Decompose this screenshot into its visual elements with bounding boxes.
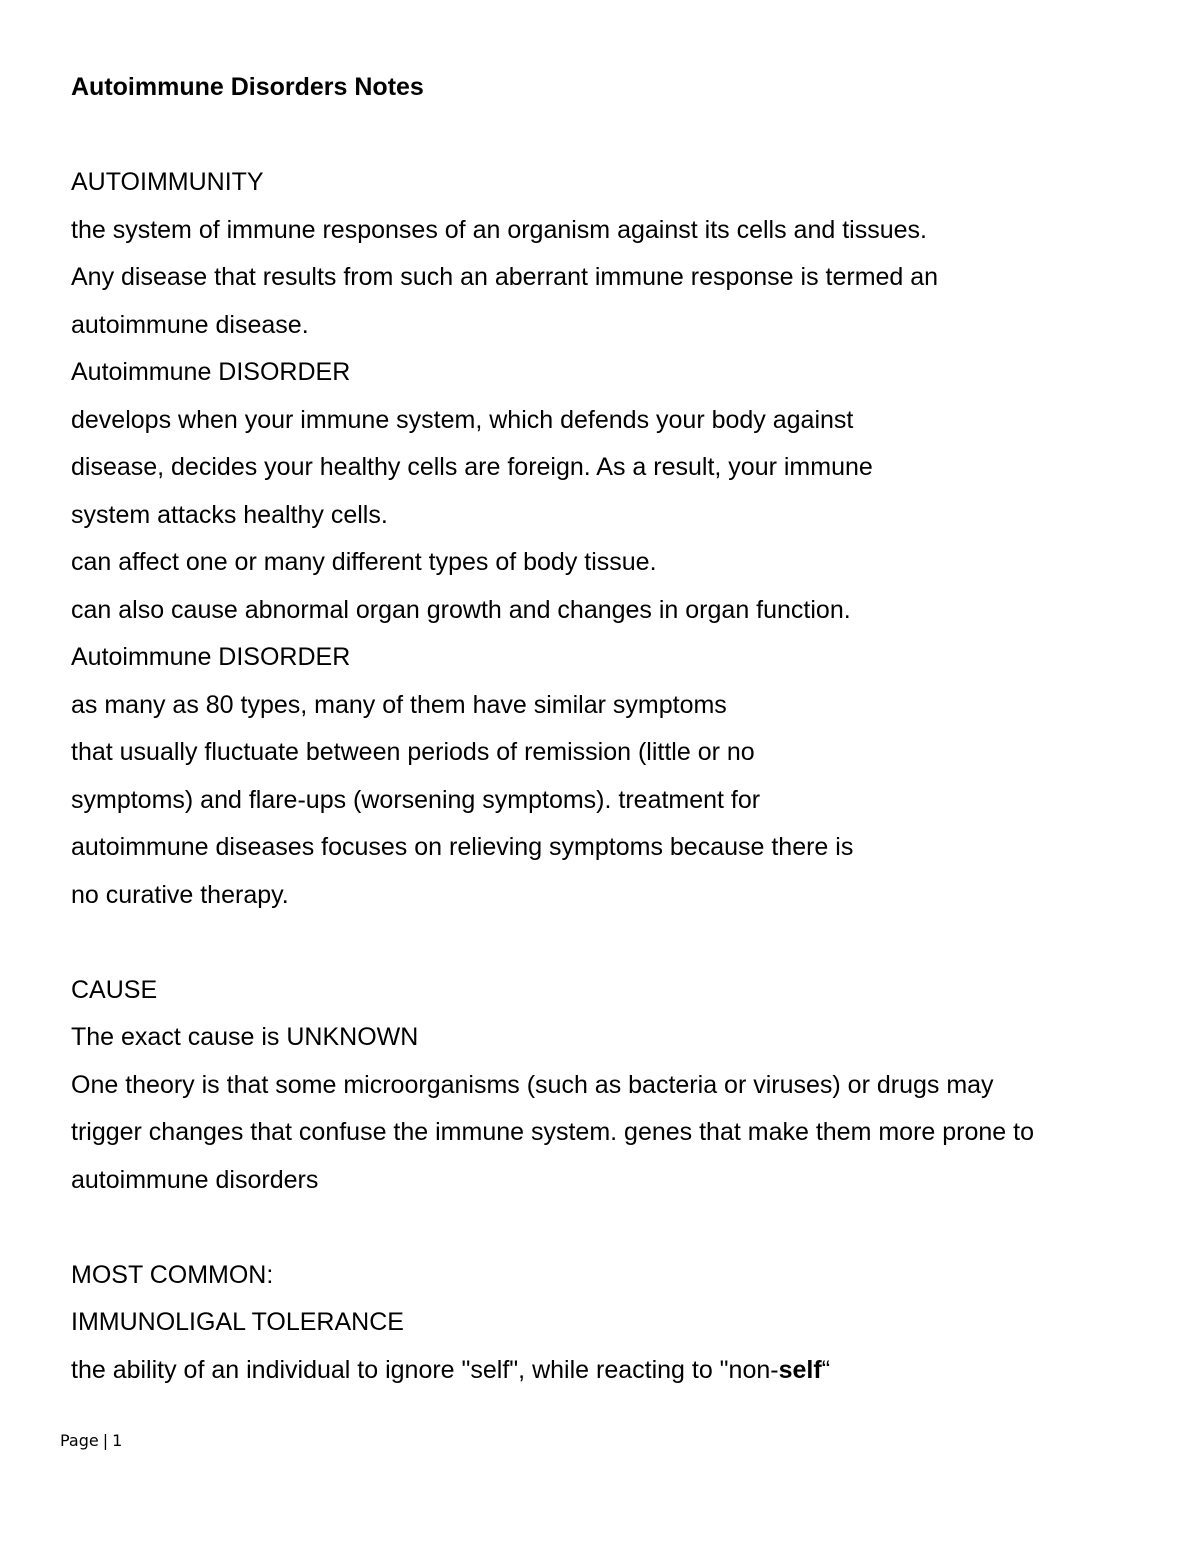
paragraph-line: Any disease that results from such an aberrant immune response is termed an (71, 263, 939, 291)
paragraph-line: can affect one or many different types of body tissue. (71, 548, 657, 576)
paragraph-line: autoimmune diseases focuses on relieving symptoms because there is (71, 833, 854, 861)
page-footer (60, 1431, 122, 1450)
paragraph-line: that usually fluctuate between periods of remission (little or no (71, 738, 755, 766)
section-heading-cause: CAUSE (71, 975, 158, 1004)
paragraph-line: as many as 80 types, many of them have similar symptoms (71, 690, 727, 719)
subheading-immunological-tolerance: IMMUNOLIGAL TOLERANCE (71, 1308, 404, 1336)
paragraph-line: The exact cause is UNKNOWN (71, 1023, 419, 1051)
paragraph-line: can also cause abnormal organ growth and changes in organ function. (71, 595, 851, 624)
text-run-emphasis: self (778, 1355, 822, 1384)
page-label: Page (60, 1431, 99, 1450)
text-run: “ (821, 1355, 831, 1384)
blank-line (71, 1204, 1151, 1252)
section-heading-most-common: MOST COMMON: (71, 1260, 274, 1289)
document-body (71, 64, 1151, 1394)
blank-line (71, 112, 1151, 160)
paragraph-line: develops when your immune system, which defends your body against (71, 405, 854, 434)
paragraph-line: trigger changes that confuse the immune system. genes that make them more prone to (71, 1118, 1035, 1146)
page-number: 1 (112, 1431, 123, 1450)
paragraph-line: no curative therapy. (71, 880, 289, 909)
page-separator: | (102, 1431, 109, 1450)
paragraph-line: system attacks healthy cells. (71, 500, 388, 529)
section-heading-disorder: Autoimmune DISORDER (71, 643, 351, 671)
paragraph-line: the system of immune responses of an organism against its cells and tissues. (71, 215, 927, 244)
paragraph-line: symptoms) and flare-ups (worsening symptoms). treatment for (71, 785, 761, 814)
blank-line (71, 919, 1151, 967)
paragraph-line: autoimmune disease. (71, 310, 309, 339)
section-heading-disorder: Autoimmune DISORDER (71, 358, 351, 386)
paragraph-line: autoimmune disorders (71, 1165, 319, 1194)
paragraph-line: One theory is that some microorganisms (such as bacteria or viruses) or drugs may (71, 1070, 994, 1099)
section-heading-autoimmunity: AUTOIMMUNITY (71, 168, 264, 196)
text-run: the ability of an individual to ignore "self", while reacting to "non- (71, 1355, 779, 1384)
paragraph-line: disease, decides your healthy cells are foreign. As a result, your immune (71, 453, 873, 481)
paragraph-line (71, 1347, 1151, 1395)
document-title: Autoimmune Disorders Notes (71, 73, 424, 101)
